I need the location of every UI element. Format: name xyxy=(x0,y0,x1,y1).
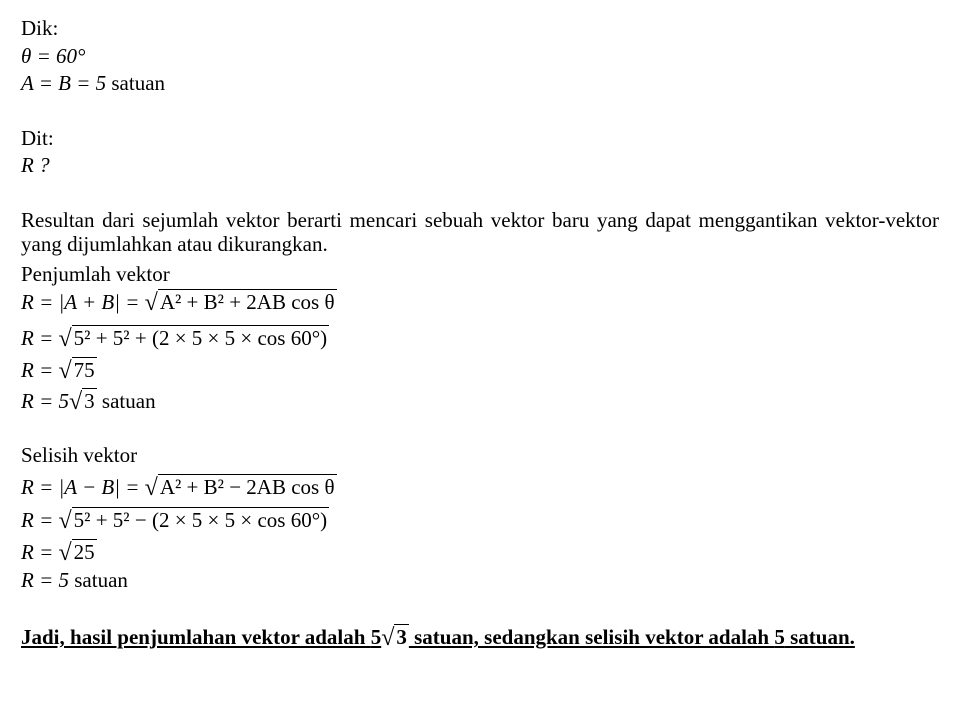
difference-line-2-lhs: R = xyxy=(21,508,59,532)
sum-heading: Penjumlah vektor xyxy=(21,262,170,286)
conclusion-value-1-radicand: 3 xyxy=(396,625,407,649)
intro-paragraph: Resultan dari sejumlah vektor berarti mencari sebuah vektor baru yang dapat menggantikan vektor-vektor yang dijumlahkan atau dikurangkan. xyxy=(21,208,939,256)
sqrt-sign: √3 xyxy=(381,625,407,651)
conclusion-part-1: Jadi, hasil penjumlahan vektor adalah xyxy=(21,625,371,649)
sum-line-4-unit: satuan xyxy=(101,389,156,413)
sqrt-sign: √75 xyxy=(58,358,95,384)
sqrt-sign: √5² + 5² − (2 × 5 × 5 × cos 60°) xyxy=(58,508,328,534)
difference-heading: Selisih vektor xyxy=(21,443,138,467)
difference-line-4-lhs: R = 5 xyxy=(21,568,69,592)
difference-line-3-radicand: 25 xyxy=(73,540,95,564)
sum-line-3-lhs: R = xyxy=(21,358,59,382)
given-ab xyxy=(21,71,165,95)
sqrt-sign: √A² + B² − 2AB cos θ xyxy=(144,475,335,501)
difference-line-4-unit: satuan xyxy=(74,568,128,592)
sqrt-sign: √3 xyxy=(69,389,95,415)
difference-line-4 xyxy=(21,568,128,592)
sum-line-4 xyxy=(21,389,156,413)
sum-line-1-lhs: R = |A + B| = xyxy=(21,290,145,314)
sqrt-sign: √A² + B² + 2AB cos θ xyxy=(144,290,335,316)
given-theta: θ = 60° xyxy=(21,44,86,68)
difference-line-1 xyxy=(21,475,337,499)
sqrt-sign: √25 xyxy=(58,540,95,566)
sum-line-4-radicand: 3 xyxy=(84,389,95,413)
given-heading: Dik: xyxy=(21,16,59,40)
conclusion-part-2: satuan, sedangkan selisih vektor adalah xyxy=(408,625,775,649)
conclusion xyxy=(21,625,855,649)
difference-line-2 xyxy=(21,508,329,532)
conclusion-part-3: satuan. xyxy=(784,625,855,649)
difference-line-2-radicand: 5² + 5² − (2 × 5 × 5 × cos 60°) xyxy=(73,508,328,532)
difference-line-3 xyxy=(21,540,97,564)
sum-line-3-radicand: 75 xyxy=(73,358,95,382)
given-ab-eq: A = B = 5 xyxy=(21,71,107,95)
sum-line-1-radicand: A² + B² + 2AB cos θ xyxy=(159,290,335,314)
asked-question: R ? xyxy=(21,153,50,177)
sum-line-2-radicand: 5² + 5² + (2 × 5 × 5 × cos 60°) xyxy=(73,326,328,350)
sum-line-2-lhs: R = xyxy=(21,326,59,350)
conclusion-value-2: 5 xyxy=(774,625,785,649)
sum-line-1 xyxy=(21,290,337,314)
difference-line-3-lhs: R = xyxy=(21,540,59,564)
given-ab-unit: satuan xyxy=(111,71,166,95)
asked-heading: Dit: xyxy=(21,126,54,150)
sqrt-sign: √5² + 5² + (2 × 5 × 5 × cos 60°) xyxy=(58,326,328,352)
sum-line-2 xyxy=(21,326,329,350)
conclusion-value-1-coef: 5 xyxy=(370,625,382,649)
difference-line-1-radicand: A² + B² − 2AB cos θ xyxy=(159,475,335,499)
sum-line-3 xyxy=(21,358,97,382)
difference-line-1-lhs: R = |A − B| = xyxy=(21,475,145,499)
sum-line-4-lhs: R = 5 xyxy=(21,389,69,413)
